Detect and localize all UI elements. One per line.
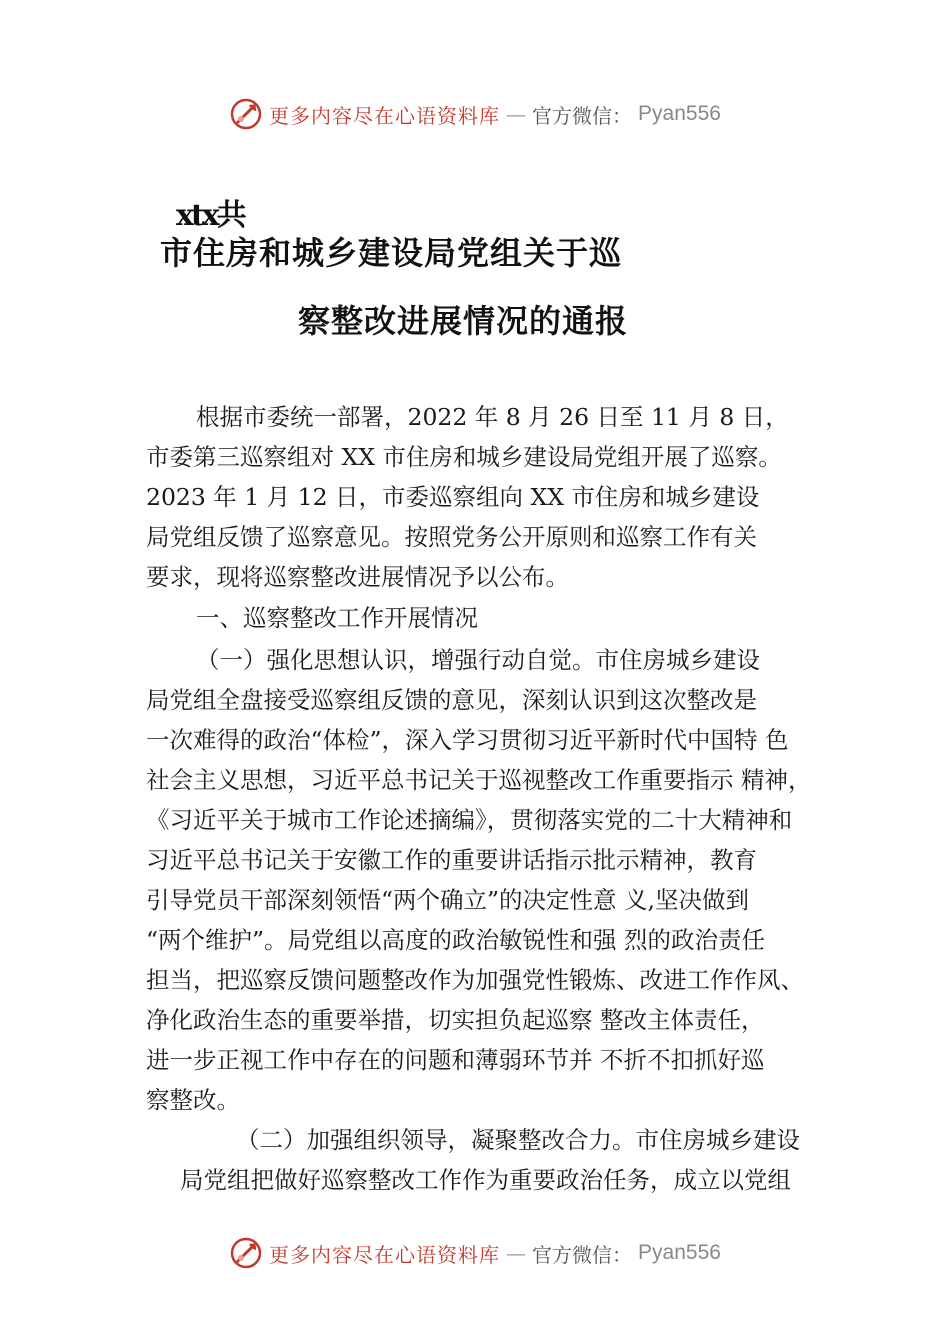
body-line: 进一步正视工作中存在的问题和薄弱环节并 不折不扣抓好巡 (146, 1046, 765, 1074)
body-line: （一）强化思想认识，增强行动自觉。市住房城乡建设 (196, 646, 760, 674)
watermark-contact-label: 官方微信： (532, 1242, 633, 1267)
watermark-contact-label: 官方微信： (532, 103, 633, 128)
body-line: 一次难得的政治“体检”，深入学习贯彻习近平新时代中国特 色 (146, 726, 789, 754)
body-line: 根据市委统一部署，2022 年 8 月 26 日至 11 月 8 日， (196, 403, 789, 431)
body-line: 习近平总书记关于安徽工作的重要讲话指示批示精神，教育 (146, 846, 757, 874)
body-line: 市委第三巡察组对 XX 市住房和城乡建设局党组开展了巡察。 (146, 443, 782, 471)
body-line: 要求，现将巡察整改进展情况予以公布。 (146, 563, 569, 591)
body-line: 局党组把做好巡察整改工作作为重要政治任务，成立以党组 (180, 1166, 791, 1194)
quill-seal-icon (229, 97, 263, 131)
document-title-line-2: 察整改进展情况的通报 (298, 302, 629, 340)
body-line: 一、巡察整改工作开展情况 (196, 604, 478, 632)
body-line: 担当，把巡察反馈问题整改作为加强党性锻炼、改进工作作风、 (146, 966, 804, 994)
body-line: 《习近平关于城市工作论述摘编》，贯彻落实党的二十大精神和 (146, 806, 793, 834)
body-line: （二）加强组织领导，凝聚整改合力。市住房城乡建设 (236, 1126, 800, 1154)
quill-seal-icon (229, 1236, 263, 1270)
body-line: “两个维护”。局党组以高度的政治敏锐性和强 烈的政治责任 (146, 926, 765, 954)
body-line: 引导党员干部深刻领悟“两个确立”的决定性意 义,坚决做到 (146, 886, 749, 914)
watermark-dash: — (506, 102, 527, 126)
body-line: 局党组反馈了巡察意见。按照党务公开原则和巡察工作有关 (146, 523, 757, 551)
watermark-text: 更多内容尽在心语资料库 (269, 1242, 501, 1267)
document-title-line-1: 市住房和城乡建设局党组关于巡 (160, 234, 623, 272)
watermark-contact-id: Pyan556 (638, 1241, 721, 1264)
watermark-header (0, 94, 950, 134)
body-line: 2023 年 1 月 12 日，市委巡察组向 XX 市住房和城乡建设 (146, 483, 760, 511)
body-line: 社会主义思想，习近平总书记关于巡视整改工作重要指示 精神， (146, 766, 812, 794)
watermark-footer (0, 1233, 950, 1273)
watermark-contact-id: Pyan556 (638, 102, 721, 125)
document-stamp: xtx共 (176, 198, 244, 233)
watermark-dash: — (506, 1241, 527, 1265)
body-line: 局党组全盘接受巡察组反馈的意见，深刻认识到这次整改是 (146, 686, 757, 714)
body-line: 察整改。 (146, 1086, 240, 1114)
body-line: 净化政治生态的重要举措，切实担负起巡察 整改主体责任， (146, 1006, 765, 1034)
watermark-text: 更多内容尽在心语资料库 (269, 103, 501, 128)
